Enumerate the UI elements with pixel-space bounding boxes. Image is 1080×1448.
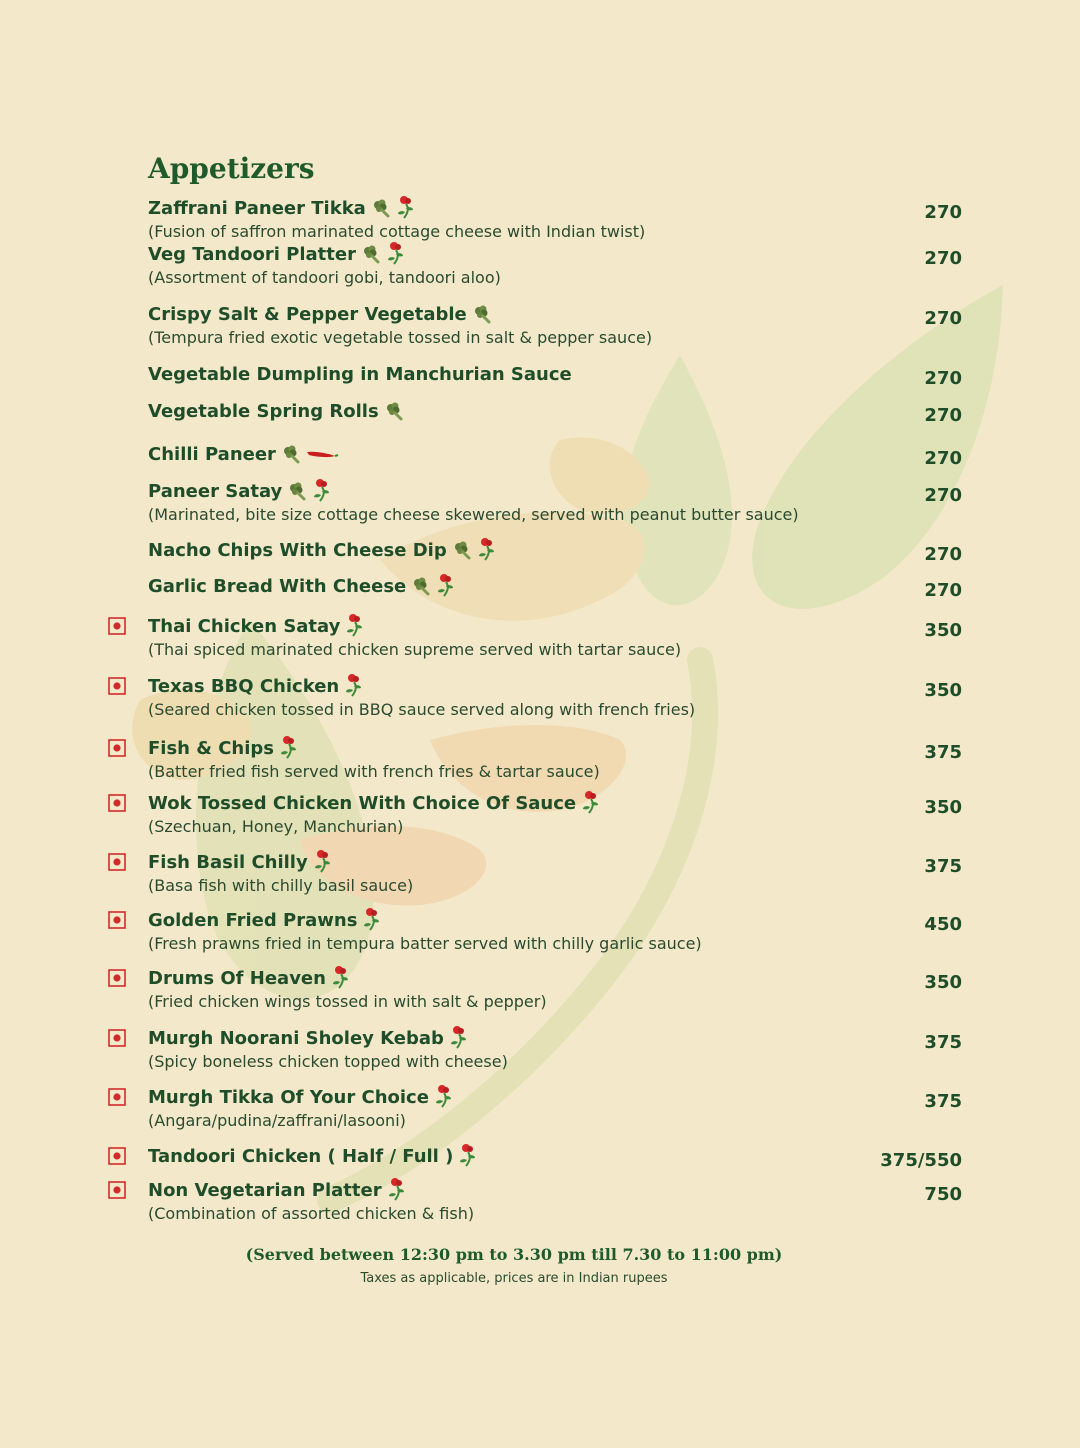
- menu-item: [108, 736, 968, 781]
- menu-item-icons: [278, 735, 301, 761]
- menu-item-name: Garlic Bread With Cheese: [148, 575, 407, 597]
- menu-item-name-line: [108, 442, 968, 466]
- menu-item: [108, 1144, 968, 1171]
- menu-item-price: 375: [924, 1091, 962, 1112]
- menu-item-description: (Marinated, bite size cottage cheese skewered, served with peanut butter sauce): [148, 505, 799, 524]
- menu-item-name-line: [108, 1026, 968, 1050]
- menu-item-name-line: [108, 1178, 968, 1202]
- menu-item-price: 270: [924, 580, 962, 601]
- menu-item-name: Golden Fried Prawns: [148, 909, 358, 931]
- menu-item-description: (Seared chicken tossed in BBQ sauce served along with french fries): [148, 700, 696, 719]
- menu-item-name: Thai Chicken Satay: [148, 615, 341, 637]
- flower-icon: [476, 537, 499, 563]
- menu-item-price: 375: [924, 856, 962, 877]
- menu-item-price: 750: [924, 1184, 962, 1205]
- menu-item-icons: [580, 790, 603, 816]
- menu-item-price: 350: [924, 797, 962, 818]
- menu-item: [108, 538, 968, 565]
- menu-item-name-line: [108, 362, 968, 386]
- menu-item-price: 270: [924, 248, 962, 269]
- nonveg-marker-icon: [108, 1147, 126, 1169]
- menu-item: [108, 908, 968, 953]
- menu-item-price: 375: [924, 1032, 962, 1053]
- menu-item-description: (Basa fish with chilly basil sauce): [148, 876, 414, 895]
- menu-item-name-line: [108, 479, 968, 503]
- menu-item-description: (Tempura fried exotic vegetable tossed in salt & pepper sauce): [148, 328, 653, 347]
- menu-item-description: (Combination of assorted chicken & fish): [148, 1204, 475, 1223]
- menu-item-price: 350: [924, 972, 962, 993]
- menu-item-name: Nacho Chips With Cheese Dip: [148, 539, 447, 561]
- menu-item: [108, 302, 968, 347]
- menu-item: [108, 850, 968, 895]
- menu-item-icons: [457, 1143, 480, 1169]
- tax-note: Taxes as applicable, prices are in Indian rupees: [360, 1271, 668, 1286]
- menu-item-price: 375: [924, 742, 962, 763]
- menu-item-icons: [361, 907, 384, 933]
- menu-item: [108, 399, 968, 426]
- menu-item: [108, 791, 968, 836]
- nonveg-marker-icon: [108, 969, 126, 991]
- menu-item-price: 270: [924, 448, 962, 469]
- menu-item-name: Crispy Salt & Pepper Vegetable: [148, 303, 467, 325]
- menu-item-name: Murgh Tikka Of Your Choice: [148, 1086, 429, 1108]
- flower-icon: [580, 790, 603, 816]
- flower-icon: [386, 1177, 409, 1203]
- menu-item-name: Zaffrani Paneer Tikka: [148, 197, 366, 219]
- broccoli-icon: [370, 197, 395, 219]
- menu-item-name: Chilli Paneer: [148, 443, 276, 465]
- nonveg-marker-icon: [108, 853, 126, 875]
- menu-item-name: Non Vegetarian Platter: [148, 1179, 382, 1201]
- flower-icon: [278, 735, 301, 761]
- broccoli-icon: [280, 443, 305, 465]
- flower-icon: [448, 1025, 471, 1051]
- menu-item-name-line: [108, 574, 968, 598]
- flower-icon: [457, 1143, 480, 1169]
- menu-item-description: (Batter fried fish served with french fries & tartar sauce): [148, 762, 600, 781]
- menu-item: [108, 574, 968, 601]
- nonveg-marker-icon: [108, 1088, 126, 1110]
- flower-icon: [311, 478, 334, 504]
- menu-item-name: Tandoori Chicken ( Half / Full ): [148, 1145, 454, 1167]
- flower-icon: [435, 573, 458, 599]
- menu-item-icons: [448, 1025, 471, 1051]
- menu-item: [108, 242, 968, 287]
- flower-icon: [395, 195, 418, 221]
- menu-item-name: Veg Tandoori Platter: [148, 243, 356, 265]
- menu-item-description: (Assortment of tandoori gobi, tandoori aloo): [148, 268, 501, 287]
- serving-hours: (Served between 12:30 pm to 3.30 pm till 7.30 to 11:00 pm): [245, 1245, 783, 1264]
- menu-item: [108, 966, 968, 1011]
- menu-item-description: (Fried chicken wings tossed in with salt & pepper): [148, 992, 547, 1011]
- flower-icon: [385, 241, 408, 267]
- menu-item-icons: [330, 965, 353, 991]
- menu-item-name: Texas BBQ Chicken: [148, 675, 340, 697]
- menu-item-icons: [286, 478, 334, 504]
- menu-item-price: 270: [924, 485, 962, 506]
- menu-item: [108, 1085, 968, 1130]
- menu-item-name-line: [108, 850, 968, 874]
- broccoli-icon: [451, 539, 476, 561]
- menu-item-icons: [360, 241, 408, 267]
- nonveg-marker-icon: [108, 677, 126, 699]
- menu-item-name-line: [108, 791, 968, 815]
- menu-item-name: Fish Basil Chilly: [148, 851, 308, 873]
- nonveg-marker-icon: [108, 911, 126, 933]
- flower-icon: [343, 673, 366, 699]
- menu-item-name-line: [108, 736, 968, 760]
- menu-item-description: (Fusion of saffron marinated cottage cheese with Indian twist): [148, 222, 646, 241]
- menu-item-name-line: [108, 908, 968, 932]
- menu-item-price: 450: [924, 914, 962, 935]
- nonveg-marker-icon: [108, 1181, 126, 1203]
- menu-item-price: 270: [924, 202, 962, 223]
- broccoli-icon: [471, 303, 496, 325]
- flower-icon: [312, 849, 335, 875]
- nonveg-marker-icon: [108, 739, 126, 761]
- broccoli-icon: [383, 400, 408, 422]
- menu-item-price: 270: [924, 405, 962, 426]
- menu-item-name-line: [108, 399, 968, 423]
- menu-item-icons: [343, 673, 366, 699]
- menu-item-icons: [344, 613, 367, 639]
- menu-item-name-line: [108, 242, 968, 266]
- menu-item-price: 375/550: [880, 1150, 962, 1171]
- menu-item: [108, 674, 968, 719]
- menu-item: [108, 196, 968, 241]
- menu-item: [108, 1178, 968, 1223]
- broccoli-icon: [360, 243, 385, 265]
- menu-item-icons: [386, 1177, 409, 1203]
- menu-item-name: Vegetable Dumpling in Manchurian Sauce: [148, 363, 572, 385]
- menu-item-name-line: [108, 1144, 968, 1168]
- menu-item-name-line: [108, 538, 968, 562]
- menu-item-name: Murgh Noorani Sholey Kebab: [148, 1027, 444, 1049]
- menu-item-description: (Angara/pudina/zaffrani/lasooni): [148, 1111, 406, 1130]
- menu-item-description: (Spicy boneless chicken topped with cheese): [148, 1052, 508, 1071]
- menu-item: [108, 479, 968, 524]
- menu-item-name: Wok Tossed Chicken With Choice Of Sauce: [148, 792, 577, 814]
- menu-item-icons: [370, 195, 418, 221]
- menu-item-icons: [471, 303, 496, 325]
- menu-item-icons: [280, 443, 342, 465]
- menu-item-name-line: [108, 1085, 968, 1109]
- chili-icon: [305, 447, 342, 461]
- menu-item-price: 350: [924, 620, 962, 641]
- nonveg-marker-icon: [108, 794, 126, 816]
- menu-item-price: 350: [924, 680, 962, 701]
- menu-item-icons: [433, 1084, 456, 1110]
- flower-icon: [433, 1084, 456, 1110]
- menu-item-name: Fish & Chips: [148, 737, 275, 759]
- menu-item-name-line: [108, 674, 968, 698]
- menu-item: [108, 614, 968, 659]
- flower-icon: [330, 965, 353, 991]
- flower-icon: [361, 907, 384, 933]
- menu-item: [108, 362, 968, 389]
- menu-item-price: 270: [924, 544, 962, 565]
- page-title: Appetizers: [148, 152, 315, 185]
- nonveg-marker-icon: [108, 617, 126, 639]
- nonveg-marker-icon: [108, 1029, 126, 1051]
- menu-item-name: Vegetable Spring Rolls: [148, 400, 379, 422]
- menu-item: [108, 442, 968, 469]
- menu-item-price: 270: [924, 308, 962, 329]
- flower-icon: [344, 613, 367, 639]
- menu-item: [108, 1026, 968, 1071]
- menu-item-description: (Szechuan, Honey, Manchurian): [148, 817, 404, 836]
- menu-item-name: Paneer Satay: [148, 480, 283, 502]
- menu-item-icons: [312, 849, 335, 875]
- menu-item-name-line: [108, 614, 968, 638]
- menu-item-price: 270: [924, 368, 962, 389]
- menu-item-name-line: [108, 966, 968, 990]
- menu-item-icons: [410, 573, 458, 599]
- menu-item-icons: [451, 537, 499, 563]
- menu-item-description: (Thai spiced marinated chicken supreme served with tartar sauce): [148, 640, 682, 659]
- menu-item-name: Drums Of Heaven: [148, 967, 326, 989]
- broccoli-icon: [410, 575, 435, 597]
- broccoli-icon: [286, 480, 311, 502]
- menu-item-name-line: [108, 302, 968, 326]
- menu-item-icons: [383, 400, 408, 422]
- menu-item-description: (Fresh prawns fried in tempura batter served with chilly garlic sauce): [148, 934, 702, 953]
- menu-item-name-line: [108, 196, 968, 220]
